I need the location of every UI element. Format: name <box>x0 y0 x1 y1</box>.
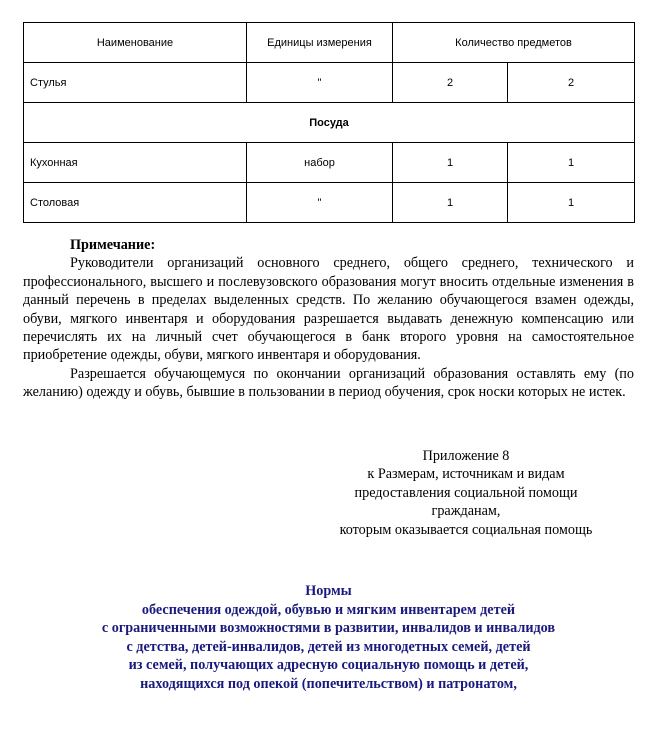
row-qty-1: 1 <box>393 143 508 183</box>
table-row <box>24 63 635 103</box>
row-qty-2: 1 <box>508 183 635 223</box>
note-paragraph-1: Руководители организаций основного среднего, общего среднего, технического и профессионального, высшего и послевузовского образования могут вносить отдельные изменения в данный перечень в пределах выделенных средств. По желанию обучающегося взамен одежды, обуви, мягкого инвентаря и оборудования разрешается выдавать денежную компенсацию или перечислять их на личный счет обучающегося в банк второго уровня на самостоятельное приобретение одежды, обуви, мягкого инвентаря и оборудования. <box>23 255 634 364</box>
note-heading: Примечание: <box>70 237 156 253</box>
appendix-block <box>310 447 622 539</box>
row-unit: " <box>247 183 393 223</box>
header-name: Наименование <box>24 23 247 63</box>
norms-title: Нормы <box>305 583 352 599</box>
row-name: Стулья <box>24 63 247 103</box>
row-name: Кухонная <box>24 143 247 183</box>
appendix-line: к Размерам, источникам и видам <box>367 466 565 483</box>
appendix-line: Приложение 8 <box>422 448 510 464</box>
note-paragraph-2: Разрешается обучающемуся по окончании организаций образования оставлять ему (по желанию) одежду и обувь, бывшие в пользовании в период обучения, срок носки которых не истек. <box>23 365 634 401</box>
header-qty: Количество предметов <box>393 23 635 63</box>
norms-subtitle-line: с детства, детей-инвалидов, детей из многодетных семей, детей <box>126 638 531 655</box>
table-header-row <box>24 23 635 63</box>
norms-subtitle-line: находящихся под опекой (попечительством) и патронатом, <box>140 675 517 692</box>
norms-title-block <box>23 582 634 693</box>
table-row <box>24 183 635 223</box>
note-block <box>23 236 634 402</box>
row-name: Столовая <box>24 183 247 223</box>
header-unit: Единицы измерения <box>247 23 393 63</box>
norms-subtitle-line: из семей, получающих адресную социальную помощь и детей, <box>128 657 529 673</box>
appendix-line: предоставления социальной помощи <box>354 484 578 501</box>
norms-subtitle-line: обеспечения одеждой, обувью и мягким инвентарем детей <box>141 601 516 618</box>
appendix-line: гражданам, <box>431 503 501 520</box>
table-row <box>24 143 635 183</box>
row-qty-2: 1 <box>508 143 635 183</box>
table-section-row <box>24 103 635 143</box>
appendix-line: которым оказывается социальная помощь <box>339 521 593 538</box>
norms-subtitle-line: с ограниченными возможностями в развитии, инвалидов и инвалидов <box>101 620 556 636</box>
row-unit: набор <box>247 143 393 183</box>
row-unit: " <box>247 63 393 103</box>
section-title: Посуда <box>24 103 635 143</box>
row-qty-2: 2 <box>508 63 635 103</box>
row-qty-1: 1 <box>393 183 508 223</box>
row-qty-1: 2 <box>393 63 508 103</box>
items-table <box>23 22 635 223</box>
